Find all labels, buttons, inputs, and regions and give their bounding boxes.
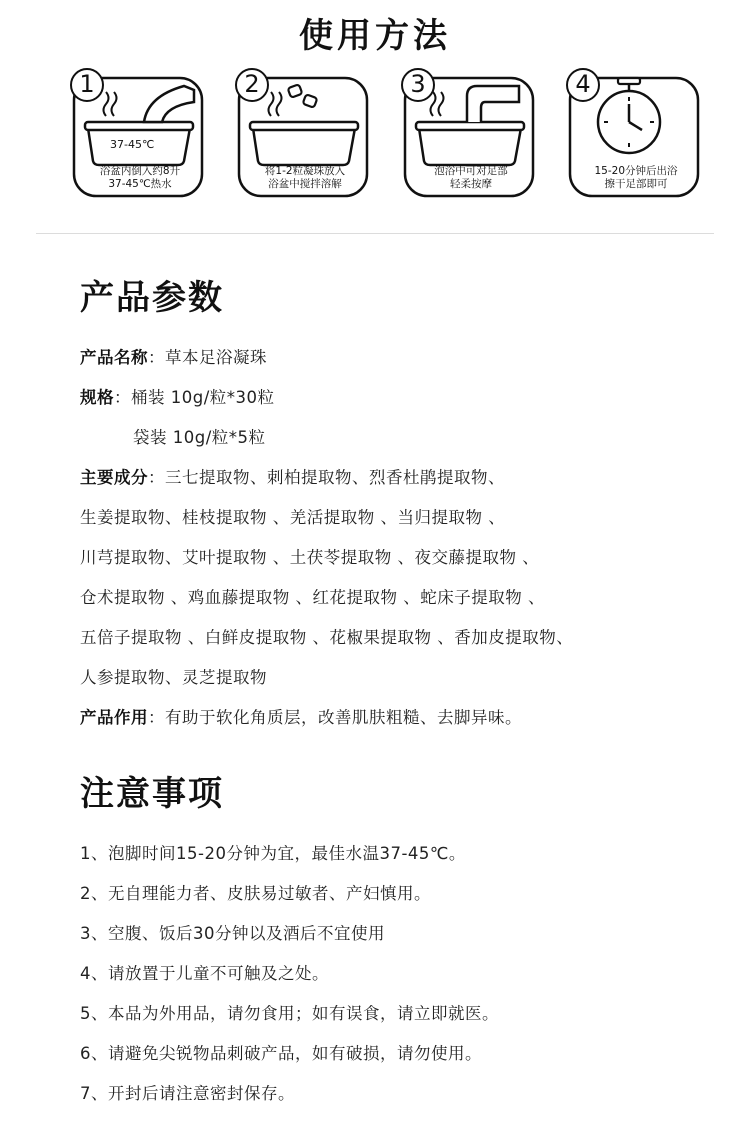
ingredients-line: 人参提取物、灵芝提取物 (80, 668, 267, 687)
step-caption: 泡浴中可对足部 轻柔按摩 (434, 165, 508, 190)
note-item: 3、空腹、饭后30分钟以及酒后不宜使用 (80, 924, 385, 943)
ingredients-row (80, 464, 505, 488)
step-number: 4 (566, 68, 600, 102)
note-item: 4、请放置于儿童不可触及之处。 (80, 964, 329, 983)
water-temp-label: 37-45℃ (110, 138, 155, 151)
product-name-value: ：草本足浴凝珠 (148, 348, 267, 367)
ingredients-line: 生姜提取物、桂枝提取物 、羌活提取物 、当归提取物 、 (80, 508, 506, 527)
note-item: 7、开封后请注意密封保存。 (80, 1084, 295, 1103)
usage-step-3 (397, 68, 542, 198)
step-number: 2 (235, 68, 269, 102)
spec-row (80, 384, 275, 408)
ingredients-label: 主要成分 (80, 468, 148, 487)
ingredients-line: 川芎提取物、艾叶提取物 、土茯苓提取物 、夜交藤提取物 、 (80, 548, 540, 567)
usage-title: 使用方法 (299, 16, 451, 56)
effect-value: ：有助于软化角质层，改善肌肤粗糙、去脚异味。 (148, 708, 522, 727)
params-title: 产品参数 (80, 278, 224, 318)
step-caption: 浴盆内倒入约8升 37-45℃热水 (99, 165, 181, 190)
usage-step-1 (66, 68, 211, 198)
section-divider (36, 233, 714, 234)
note-item: 1、泡脚时间15-20分钟为宜，最佳水温37-45℃。 (80, 844, 466, 863)
notes-title: 注意事项 (80, 774, 224, 814)
ingredients-line: 仓术提取物 、鸡血藤提取物 、红花提取物 、蛇床子提取物 、 (80, 588, 545, 607)
note-item: 2、无自理能力者、皮肤易过敏者、产妇慎用。 (80, 884, 431, 903)
note-item: 5、本品为外用品，请勿食用；如有误食，请立即就医。 (80, 1004, 499, 1023)
step-number: 1 (70, 68, 104, 102)
step-caption: 15-20分钟后出浴 擦干足部即可 (594, 165, 678, 190)
note-item: 6、请避免尖锐物品刺破产品，如有破损，请勿使用。 (80, 1044, 482, 1063)
spec-value: ：桶装 10g/粒*30粒 (114, 388, 275, 407)
step-number: 3 (401, 68, 435, 102)
usage-step-4 (562, 68, 707, 198)
ingredients-line: 五倍子提取物 、白鲜皮提取物 、花椒果提取物 、香加皮提取物、 (80, 628, 574, 647)
spec-value-2: 袋装 10g/粒*5粒 (133, 428, 266, 447)
effect-label: 产品作用 (80, 708, 148, 727)
usage-step-2 (231, 68, 376, 198)
spec-label: 规格 (80, 388, 114, 407)
effect-row (80, 704, 522, 728)
product-name-row (80, 344, 267, 368)
product-name-label: 产品名称 (80, 348, 148, 367)
step-caption: 将1-2粒凝珠放入 浴盆中搅拌溶解 (264, 165, 346, 190)
ingredients-line: ：三七提取物、刺柏提取物、烈香杜鹃提取物、 (148, 468, 505, 487)
